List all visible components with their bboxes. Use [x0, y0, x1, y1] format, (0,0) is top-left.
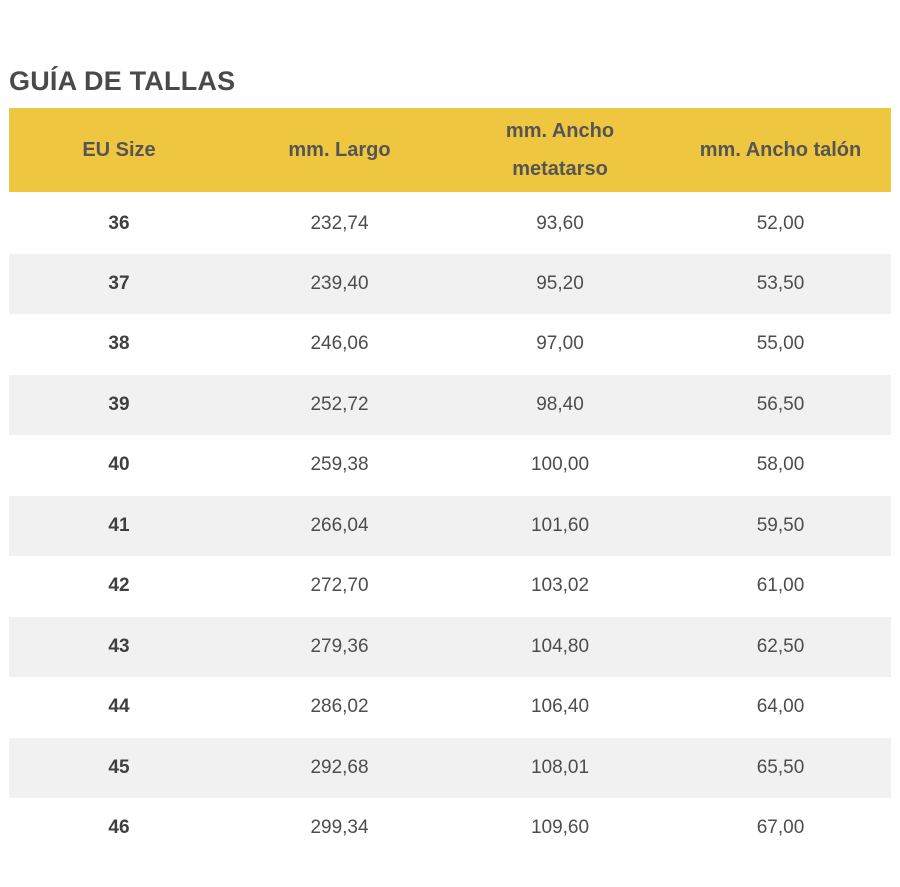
- cell-ancho-metatarso: 104,80: [530, 635, 590, 657]
- cell-ancho-talon: 56,50: [756, 393, 805, 415]
- cell-ancho-talon: 62,50: [756, 635, 805, 657]
- table-row: [9, 738, 891, 799]
- cell-eu-size: 42: [108, 575, 130, 597]
- cell-ancho-metatarso: 106,40: [530, 696, 590, 718]
- cell-eu-size: 39: [108, 393, 130, 415]
- cell-largo: 259,38: [310, 454, 369, 476]
- cell-ancho-talon: 58,00: [756, 454, 805, 476]
- cell-largo: 279,36: [310, 635, 369, 657]
- cell-largo: 232,74: [310, 213, 369, 234]
- cell-ancho-metatarso: 101,60: [530, 514, 590, 536]
- cell-ancho-talon: 53,50: [756, 272, 805, 294]
- cell-ancho-metatarso: 108,01: [530, 756, 590, 778]
- header-eu-size: EU Size: [82, 138, 156, 161]
- header-largo: mm. Largo: [288, 138, 391, 161]
- cell-largo: 239,40: [310, 272, 369, 294]
- table-row: [9, 193, 891, 254]
- cell-ancho-metatarso: 93,60: [536, 213, 584, 234]
- cell-ancho-talon: 52,00: [756, 213, 805, 234]
- cell-largo: 272,70: [310, 575, 369, 597]
- table-row: [9, 617, 891, 678]
- cell-ancho-talon: 64,00: [756, 696, 805, 718]
- cell-eu-size: 36: [108, 213, 130, 234]
- cell-largo: 246,06: [310, 333, 369, 355]
- table-row: [9, 314, 891, 375]
- cell-ancho-metatarso: 95,20: [536, 272, 584, 294]
- cell-eu-size: 40: [108, 454, 130, 476]
- header-ancho-metatarso: [450, 108, 670, 193]
- cell-ancho-metatarso: 98,40: [536, 393, 584, 415]
- table-row: [9, 798, 891, 859]
- cell-ancho-metatarso: 100,00: [530, 454, 590, 476]
- cell-ancho-talon: 61,00: [756, 575, 805, 597]
- cell-eu-size: 44: [108, 696, 130, 718]
- cell-largo: 266,04: [310, 514, 369, 536]
- table-row: [9, 556, 891, 617]
- cell-largo: 286,02: [310, 696, 369, 718]
- header-ancho-talon: mm. Ancho talón: [699, 138, 862, 161]
- cell-eu-size: 37: [108, 272, 130, 294]
- cell-eu-size: 43: [108, 635, 130, 657]
- cell-eu-size: 38: [108, 333, 130, 355]
- cell-ancho-talon: 65,50: [756, 756, 805, 778]
- page-title: GUÍA DE TALLAS: [9, 66, 236, 96]
- header-ancho-metatarso-line2: metatarso: [512, 157, 608, 180]
- cell-ancho-talon: 67,00: [756, 817, 805, 839]
- cell-ancho-metatarso: 97,00: [536, 333, 584, 355]
- table-body: [9, 193, 891, 859]
- table-header-row: [9, 108, 891, 193]
- table-row: [9, 496, 891, 557]
- table-row: [9, 375, 891, 436]
- cell-ancho-metatarso: 109,60: [530, 817, 590, 839]
- table-row: [9, 254, 891, 315]
- cell-eu-size: 46: [108, 817, 130, 839]
- cell-ancho-metatarso: 103,02: [530, 575, 590, 597]
- cell-largo: 252,72: [310, 393, 369, 415]
- header-ancho-metatarso-line1: mm. Ancho: [505, 119, 615, 142]
- table-row: [9, 435, 891, 496]
- cell-ancho-talon: 55,00: [756, 333, 805, 355]
- table-row: [9, 677, 891, 738]
- cell-eu-size: 41: [108, 514, 130, 536]
- cell-eu-size: 45: [108, 756, 130, 778]
- cell-ancho-talon: 59,50: [756, 514, 805, 536]
- cell-largo: 292,68: [310, 756, 369, 778]
- cell-largo: 299,34: [310, 817, 369, 839]
- size-chart-table: [9, 108, 891, 859]
